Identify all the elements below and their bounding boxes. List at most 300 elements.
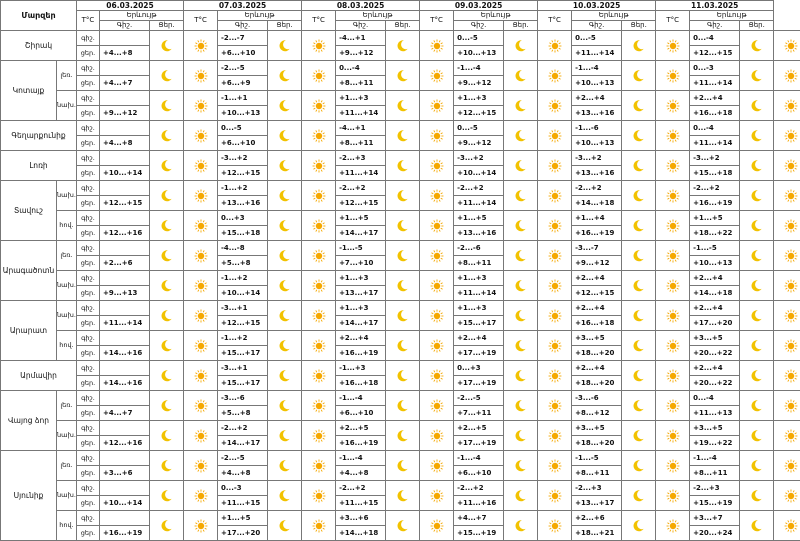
night-weather-cell <box>740 181 774 211</box>
table-row <box>1 241 800 256</box>
sun-icon <box>430 399 444 413</box>
day-weather-cell <box>774 91 800 121</box>
temperature-value: +7...+11 <box>454 406 504 421</box>
moon-icon <box>750 219 763 232</box>
temperature-value: +11...+14 <box>690 136 740 151</box>
night-header: Գիշ. <box>572 21 622 31</box>
date-header: 06.03.2025 <box>77 1 184 11</box>
region-name: Շիրակ <box>1 31 77 61</box>
sun-icon <box>548 339 562 353</box>
night-weather-cell <box>386 181 420 211</box>
night-weather-cell <box>504 481 538 511</box>
temperature-value: 0...-5 <box>454 31 504 46</box>
temperature-value: +12...+15 <box>690 46 740 61</box>
moon-icon <box>396 159 409 172</box>
night-header: Գիշ. <box>100 21 150 31</box>
moon-icon <box>396 459 409 472</box>
period-label: գիշ. <box>77 511 100 526</box>
moon-icon <box>396 279 409 292</box>
moon-icon <box>160 489 173 502</box>
temperature-value: 0...-4 <box>690 121 740 136</box>
day-weather-cell <box>656 481 690 511</box>
day-weather-cell <box>538 481 572 511</box>
sun-icon <box>666 519 680 533</box>
temperature-value: 0...-4 <box>336 61 386 76</box>
temperature-value <box>100 331 150 346</box>
temperature-value: +15...+17 <box>454 316 504 331</box>
night-weather-cell <box>268 331 302 361</box>
temperature-value: 0...-3 <box>690 61 740 76</box>
date-header: 10.03.2025 <box>538 1 656 11</box>
moon-icon <box>750 459 763 472</box>
temperature-value: 0...+3 <box>218 211 268 226</box>
moon-icon <box>750 429 763 442</box>
temperature-value: +20...+22 <box>690 376 740 391</box>
day-weather-cell <box>184 451 218 481</box>
day-weather-cell <box>538 301 572 331</box>
day-weather-cell <box>774 151 800 181</box>
night-weather-cell <box>386 31 420 61</box>
temperature-value: +16...+18 <box>572 316 622 331</box>
sun-icon <box>548 309 562 323</box>
day-header: Ցեր. <box>622 21 656 31</box>
day-weather-cell <box>538 511 572 541</box>
moon-icon <box>278 489 291 502</box>
table-row <box>1 31 800 46</box>
day-weather-cell <box>184 331 218 361</box>
moon-icon <box>278 189 291 202</box>
day-weather-cell <box>420 301 454 331</box>
sun-icon <box>312 519 326 533</box>
night-weather-cell <box>740 211 774 241</box>
sun-icon <box>666 189 680 203</box>
table-row <box>1 271 800 286</box>
sun-icon <box>784 279 798 293</box>
period-label: ցեր. <box>77 256 100 271</box>
moon-icon <box>632 39 645 52</box>
night-weather-cell <box>622 121 656 151</box>
sun-icon <box>194 519 208 533</box>
night-weather-cell <box>268 271 302 301</box>
sun-icon <box>312 69 326 83</box>
period-label: ցեր. <box>77 496 100 511</box>
day-weather-cell <box>184 271 218 301</box>
moon-icon <box>514 309 527 322</box>
temperature-value: +14...+18 <box>336 526 386 541</box>
temperature-value: +2...+4 <box>336 331 386 346</box>
temperature-value: +4...+7 <box>100 406 150 421</box>
period-label: ցեր. <box>77 436 100 451</box>
moon-icon <box>160 99 173 112</box>
temperature-value: +16...+19 <box>690 196 740 211</box>
day-weather-cell <box>302 211 336 241</box>
sun-icon <box>430 189 444 203</box>
weather-header: Երևույթ <box>336 11 420 21</box>
temperature-value: -2...-5 <box>218 61 268 76</box>
moon-icon <box>278 519 291 532</box>
sun-icon <box>430 249 444 263</box>
night-weather-cell <box>740 361 774 391</box>
day-weather-cell <box>656 121 690 151</box>
day-weather-cell <box>538 91 572 121</box>
period-label: ցեր. <box>77 346 100 361</box>
moon-icon <box>514 519 527 532</box>
temperature-value: -1...-4 <box>454 61 504 76</box>
table-row <box>1 361 800 376</box>
temperature-value: -2...+2 <box>218 421 268 436</box>
sun-icon <box>194 39 208 53</box>
temperature-value: +16...+19 <box>572 226 622 241</box>
region-name: Կոտայք <box>1 61 57 121</box>
temperature-value: +14...+17 <box>336 226 386 241</box>
moon-icon <box>396 489 409 502</box>
night-weather-cell <box>150 211 184 241</box>
night-weather-cell <box>150 391 184 421</box>
date-header: 08.03.2025 <box>302 1 420 11</box>
temperature-value: 0...-5 <box>218 121 268 136</box>
sun-icon <box>666 99 680 113</box>
temperature-value: -1...+1 <box>218 91 268 106</box>
temperature-value: +13...+17 <box>336 286 386 301</box>
moon-icon <box>396 219 409 232</box>
day-weather-cell <box>538 61 572 91</box>
moon-icon <box>514 459 527 472</box>
night-weather-cell <box>740 451 774 481</box>
period-label: ցեր. <box>77 406 100 421</box>
night-header: Գիշ. <box>336 21 386 31</box>
night-weather-cell <box>150 301 184 331</box>
night-weather-cell <box>740 331 774 361</box>
sun-icon <box>784 69 798 83</box>
temperature-value <box>100 151 150 166</box>
temperature-value: +15...+17 <box>218 376 268 391</box>
period-label: ցեր. <box>77 526 100 541</box>
temperature-value: +1...+4 <box>572 211 622 226</box>
temperature-value: +14...+18 <box>690 286 740 301</box>
period-label: գիշ. <box>77 91 100 106</box>
moon-icon <box>278 369 291 382</box>
day-weather-cell <box>774 451 800 481</box>
temperature-value: -4...+1 <box>336 31 386 46</box>
day-weather-cell <box>420 151 454 181</box>
night-weather-cell <box>386 91 420 121</box>
moon-icon <box>278 99 291 112</box>
day-weather-cell <box>538 331 572 361</box>
moon-icon <box>396 519 409 532</box>
temperature-value: +2...+4 <box>572 271 622 286</box>
moon-icon <box>160 369 173 382</box>
temperature-value: +14...+18 <box>572 196 622 211</box>
moon-icon <box>160 69 173 82</box>
moon-icon <box>278 129 291 142</box>
temperature-value: +1...+5 <box>690 211 740 226</box>
table-row <box>1 151 800 166</box>
temperature-value: +9...+12 <box>100 106 150 121</box>
day-weather-cell <box>774 241 800 271</box>
temperature-value: -1...-6 <box>572 121 622 136</box>
moon-icon <box>160 309 173 322</box>
temperature-value <box>100 211 150 226</box>
night-weather-cell <box>622 211 656 241</box>
weather-header: Երևույթ <box>100 11 184 21</box>
period-label: ցեր. <box>77 376 100 391</box>
day-weather-cell <box>184 511 218 541</box>
night-weather-cell <box>504 181 538 211</box>
sun-icon <box>666 399 680 413</box>
night-weather-cell <box>740 61 774 91</box>
temperature-value: 0...-5 <box>572 31 622 46</box>
day-weather-cell <box>656 331 690 361</box>
temperature-value: +15...+18 <box>218 226 268 241</box>
moon-icon <box>396 129 409 142</box>
sun-icon <box>784 249 798 263</box>
night-weather-cell <box>386 451 420 481</box>
temperature-value: +11...+14 <box>454 286 504 301</box>
moon-icon <box>514 99 527 112</box>
moon-icon <box>632 429 645 442</box>
temperature-value: +1...+3 <box>336 91 386 106</box>
sun-icon <box>430 489 444 503</box>
day-weather-cell <box>420 451 454 481</box>
temperature-value: +2...+5 <box>454 421 504 436</box>
moon-icon <box>514 369 527 382</box>
temperature-value <box>100 271 150 286</box>
period-label: ցեր. <box>77 106 100 121</box>
moon-icon <box>278 459 291 472</box>
sun-icon <box>430 519 444 533</box>
temperature-value: +10...+13 <box>218 106 268 121</box>
temperature-value: -1...+2 <box>218 271 268 286</box>
night-weather-cell <box>622 181 656 211</box>
sun-icon <box>548 369 562 383</box>
subregion-label: նախ. <box>57 481 77 511</box>
sun-icon <box>430 99 444 113</box>
night-weather-cell <box>268 481 302 511</box>
moon-icon <box>514 249 527 262</box>
temperature-value: +10...+14 <box>100 496 150 511</box>
period-label: գիշ. <box>77 151 100 166</box>
sun-icon <box>312 279 326 293</box>
moon-icon <box>396 429 409 442</box>
temp-header: T°C <box>656 11 690 31</box>
night-weather-cell <box>622 331 656 361</box>
temperature-value: -2...-7 <box>218 31 268 46</box>
day-weather-cell <box>184 421 218 451</box>
temperature-value: +17...+20 <box>690 316 740 331</box>
temperature-value: +9...+13 <box>100 286 150 301</box>
day-weather-cell <box>656 301 690 331</box>
temperature-value: +15...+19 <box>690 496 740 511</box>
sun-icon <box>194 129 208 143</box>
temperature-value: -4...-8 <box>218 241 268 256</box>
temperature-value <box>100 121 150 136</box>
period-label: գիշ. <box>77 421 100 436</box>
temperature-value: +16...+19 <box>100 526 150 541</box>
day-weather-cell <box>184 301 218 331</box>
sun-icon <box>666 369 680 383</box>
night-weather-cell <box>386 151 420 181</box>
table-row <box>1 391 800 406</box>
day-weather-cell <box>656 421 690 451</box>
sun-icon <box>784 429 798 443</box>
night-weather-cell <box>386 271 420 301</box>
temperature-value: +11...+13 <box>690 406 740 421</box>
subregion-label: լեռ. <box>57 391 77 421</box>
temperature-value: +20...+24 <box>690 526 740 541</box>
temperature-value: +9...+12 <box>572 256 622 271</box>
region-header: Մարզեր <box>1 1 77 31</box>
sun-icon <box>194 489 208 503</box>
moon-icon <box>514 219 527 232</box>
temperature-value: +14...+16 <box>100 376 150 391</box>
subregion-label: հով. <box>57 331 77 361</box>
sun-icon <box>194 69 208 83</box>
temperature-value: +10...+14 <box>100 166 150 181</box>
weather-header: Երևույթ <box>218 11 302 21</box>
sun-icon <box>312 39 326 53</box>
temperature-value: +20...+22 <box>690 346 740 361</box>
moon-icon <box>160 39 173 52</box>
sun-icon <box>430 159 444 173</box>
subregion-label: հով. <box>57 211 77 241</box>
temperature-value: +9...+12 <box>454 76 504 91</box>
temperature-value: -1...-5 <box>336 241 386 256</box>
sun-icon <box>548 279 562 293</box>
night-weather-cell <box>386 331 420 361</box>
day-weather-cell <box>302 151 336 181</box>
period-label: գիշ. <box>77 331 100 346</box>
temperature-value: +11...+14 <box>690 76 740 91</box>
day-weather-cell <box>538 151 572 181</box>
night-weather-cell <box>268 361 302 391</box>
night-weather-cell <box>268 241 302 271</box>
temperature-value: +3...+6 <box>336 511 386 526</box>
day-weather-cell <box>774 361 800 391</box>
day-weather-cell <box>184 391 218 421</box>
moon-icon <box>750 249 763 262</box>
night-weather-cell <box>740 241 774 271</box>
temperature-value: +14...+17 <box>336 316 386 331</box>
temperature-value: +8...+11 <box>690 466 740 481</box>
night-weather-cell <box>268 211 302 241</box>
temperature-value: +7...+10 <box>336 256 386 271</box>
day-weather-cell <box>302 271 336 301</box>
day-weather-cell <box>302 31 336 61</box>
sun-icon <box>784 309 798 323</box>
day-weather-cell <box>184 121 218 151</box>
temperature-value: +4...+8 <box>100 46 150 61</box>
moon-icon <box>160 339 173 352</box>
moon-icon <box>396 189 409 202</box>
temperature-value: +4...+8 <box>336 466 386 481</box>
temperature-value: +4...+8 <box>100 136 150 151</box>
temperature-value: 0...-4 <box>690 31 740 46</box>
moon-icon <box>750 489 763 502</box>
temperature-value: +2...+4 <box>690 91 740 106</box>
temperature-value: -3...+1 <box>218 361 268 376</box>
sun-icon <box>194 339 208 353</box>
sun-icon <box>312 429 326 443</box>
temperature-value: +17...+19 <box>454 376 504 391</box>
period-label: գիշ. <box>77 271 100 286</box>
day-weather-cell <box>656 211 690 241</box>
night-weather-cell <box>622 31 656 61</box>
day-weather-cell <box>656 451 690 481</box>
day-weather-cell <box>538 121 572 151</box>
night-weather-cell <box>504 331 538 361</box>
temperature-value <box>100 31 150 46</box>
table-row <box>1 181 800 196</box>
temperature-value: -2...+2 <box>572 181 622 196</box>
night-weather-cell <box>150 481 184 511</box>
sun-icon <box>666 69 680 83</box>
period-label: ցեր. <box>77 166 100 181</box>
night-weather-cell <box>386 481 420 511</box>
moon-icon <box>278 69 291 82</box>
moon-icon <box>632 399 645 412</box>
night-weather-cell <box>622 361 656 391</box>
temperature-value: -2...+2 <box>336 481 386 496</box>
sun-icon <box>430 339 444 353</box>
sun-icon <box>312 489 326 503</box>
region-name: Սյունիք <box>1 451 57 541</box>
temperature-value: +1...+3 <box>454 271 504 286</box>
day-weather-cell <box>420 91 454 121</box>
sun-icon <box>312 159 326 173</box>
night-weather-cell <box>150 511 184 541</box>
sun-icon <box>312 459 326 473</box>
sun-icon <box>784 189 798 203</box>
temperature-value: +6...+10 <box>336 406 386 421</box>
sun-icon <box>312 219 326 233</box>
temperature-value <box>100 421 150 436</box>
day-weather-cell <box>302 181 336 211</box>
subregion-label: լեռ. <box>57 61 77 91</box>
period-label: ցեր. <box>77 196 100 211</box>
day-weather-cell <box>774 481 800 511</box>
night-weather-cell <box>150 61 184 91</box>
moon-icon <box>160 189 173 202</box>
sun-icon <box>548 99 562 113</box>
day-weather-cell <box>420 211 454 241</box>
moon-icon <box>632 99 645 112</box>
temperature-value: +6...+10 <box>218 46 268 61</box>
temperature-value: +1...+5 <box>336 211 386 226</box>
period-label: ցեր. <box>77 76 100 91</box>
temp-header: T°C <box>77 11 100 31</box>
temperature-value <box>100 451 150 466</box>
temperature-value: +3...+6 <box>100 466 150 481</box>
subregion-label: նախ. <box>57 421 77 451</box>
day-weather-cell <box>774 271 800 301</box>
temperature-value: -2...+2 <box>454 181 504 196</box>
sun-icon <box>548 459 562 473</box>
night-weather-cell <box>740 301 774 331</box>
sun-icon <box>312 399 326 413</box>
moon-icon <box>514 429 527 442</box>
day-weather-cell <box>420 121 454 151</box>
temperature-value: +11...+15 <box>336 496 386 511</box>
sun-icon <box>312 369 326 383</box>
day-weather-cell <box>656 511 690 541</box>
temperature-value: +2...+6 <box>572 511 622 526</box>
moon-icon <box>632 249 645 262</box>
table-header <box>1 1 800 31</box>
temperature-value: +4...+7 <box>454 511 504 526</box>
temperature-value: +8...+11 <box>572 466 622 481</box>
day-weather-cell <box>302 61 336 91</box>
night-header: Գիշ. <box>218 21 268 31</box>
